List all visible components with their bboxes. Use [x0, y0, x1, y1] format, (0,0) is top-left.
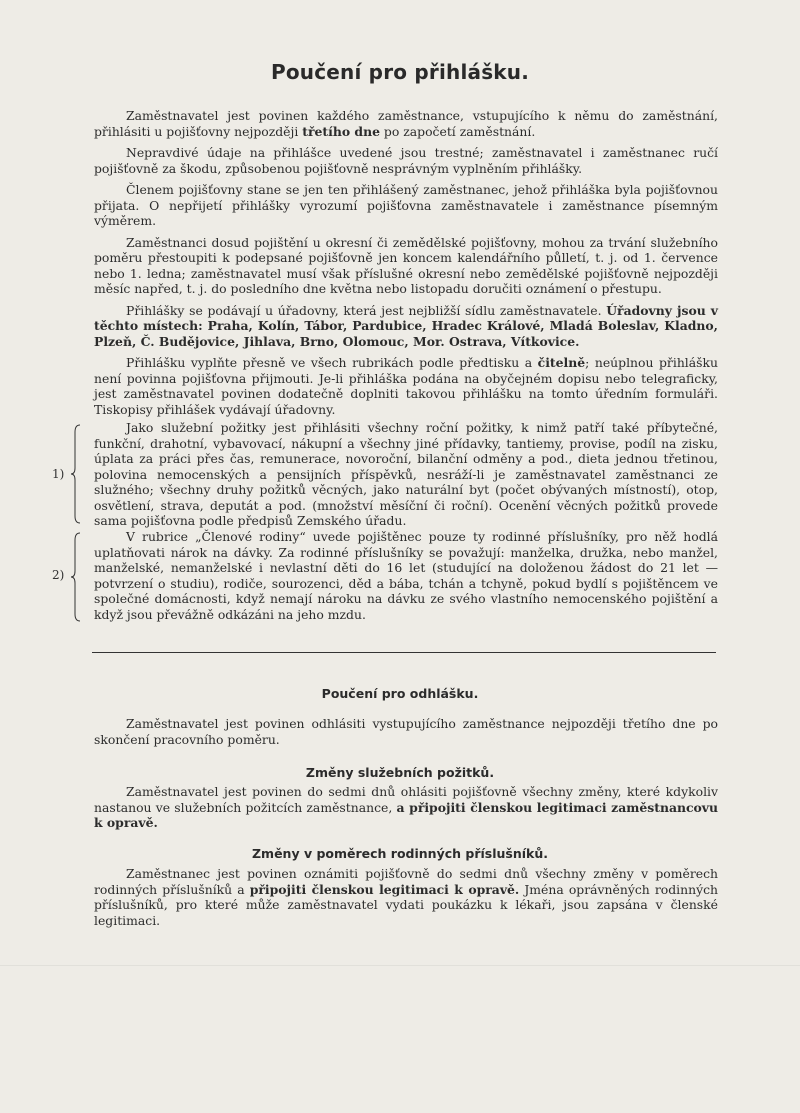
paragraph-form-filling: Přihlášku vyplňte přesně ve všech rubrikách podle předtisku a čitelně; neúplnou přihlášku není povinna pojišťovna přijmouti. Je-li přihláška podána na obyčejném dopisu nebo telegraficky, jest zaměstnavatel povinen dodatečně doplniti takovou přihlášku na tomto úředním formuláři. Tiskopisy přihlášek vydávají úřadovny. — [94, 355, 718, 417]
family-changes-section: Zaměstnanec jest povinen oznámiti pojišťovně do sedmi dnů všechny změny v poměrech rodinných příslušníků a připojiti členskou legitimaci k opravě. Jména oprávněných rodinných příslušníků, pro které může zaměstnavatel vydati poukázku k lékaři, jsou zapsána v členské legitimaci. — [94, 866, 718, 928]
deregistration-section: Zaměstnavatel jest povinen odhlásiti vystupujícího zaměstnance nejpozději třetího dne po skončení pracovního poměru. — [94, 716, 718, 747]
paragraph-membership: Členem pojišťovny stane se jen ten přihlášený zaměstnanec, jehož přihláška byla pojišťovnou přijata. O nepřijetí přihlášky vyrozumí pojišťovna zaměstnavatele i zaměstnance písemným výměrem. — [94, 182, 718, 228]
paragraph-transfer: Zaměstnanci dosud pojištění u okresní či zemědělské pojišťovny, mohou za trvání služebního poměru přestoupiti k podepsané pojišťovně jen koncem kalendářního půlletí, t. j. od 1. července nebo 1. ledna; zaměstnavatel musí však příslušné okresní nebo zemědělské pojišťovně nejpozději měsíc napřed, t. j. do posledního dne května nebo listopadu doručiti oznámení o přestupu. — [94, 234, 718, 296]
deregistration-title: Poučení pro odhlášku. — [321, 686, 479, 701]
note-marker-2: 2) — [52, 568, 65, 582]
brace-icon — [70, 532, 82, 622]
note-salary: Jako služební požitky jest přihlásiti všechny roční požitky, k nimž patří také příbytečné, funkční, drahotní, vybavovací, nákupní a všechny jiné přídavky, tantiemy, provise, podíl na zisku, úplata za práci přes čas, remunerace, novoroční, bilanční odměny a pod., dieta jednou třetinou, polovina nemocenských a pensijních příspěvků, nesráží-li je zaměstnavatel zaměstnanci ze služného; všechny druhy požitků věcných, jako naturální byt (počet obývaných místností), otop, osvětlení, strava, deputát a pod. (množství měsíční či roční). Ocenění věcných požitků provede sama pojišťovna podle předpisů Zemského úřadu. — [94, 420, 718, 528]
paragraph-registration-deadline: Zaměstnavatel jest povinen každého zaměstnance, vstupujícího k němu do zaměstnání, přihlásiti u pojišťovny nejpozději třetího dne po započetí zaměstnání. — [94, 108, 718, 139]
family-changes-title: Změny v poměrech rodinných příslušníků. — [251, 846, 548, 861]
paragraph-offices: Přihlášky se podávají u úřadovny, která jest nejbližší sídlu zaměstnavatele. Úřadovny jsou v těchto místech: Praha, Kolín, Tábor, Pardubice, Hradec Králové, Mladá Boleslav, Kladno, Plzeň, Č. Budějovice, Jihlava, Brno, Olomouc, Mor. Ostrava, Vítkovice. — [94, 302, 719, 349]
note-family-members: V rubrice „Členové rodiny“ uvede pojištěnec pouze ty rodinné příslušníky, pro něž hodlá uplatňovati nárok na dávky. Za rodinné příslušníky se považují: manželka, družka, nebo manžel, manželské, nemanželské i nevlastní děti do 16 let (studující na doloženou žádost do 21 let — potvrzení o studiu), rodiče, sourozenci, děd a bába, tchán a tchyně, pokud bydlí s pojištěncem ve společné domácnosti, když nemají nároku na dávku ze svého vlastního nemocenského pojištění a když jsou převážně odkázáni na jeho mzdu. — [94, 529, 718, 622]
brace-icon — [70, 424, 82, 524]
salary-changes-section: Zaměstnavatel jest povinen do sedmi dnů ohlásiti pojišťovně všechny změny, které kdykoliv nastanou ve služebních požitcích zaměstnance, a připojiti členskou legitimaci zaměstnancovu k opravě. — [94, 784, 719, 830]
paper-fold — [0, 965, 800, 966]
note-marker-1: 1) — [52, 467, 65, 481]
page-title: Poučení pro přihlášku. — [270, 60, 530, 84]
salary-changes-title: Změny služebních požitků. — [305, 765, 495, 780]
section-divider — [92, 652, 716, 653]
instructions-section — [94, 108, 718, 423]
paragraph-false-data: Nepravdivé údaje na přihlášce uvedené jsou trestné; zaměstnavatel i zaměstnanec ručí pojišťovně za škodu, způsobenou pojišťovně nesprávným vyplněním přihlášky. — [94, 145, 718, 176]
